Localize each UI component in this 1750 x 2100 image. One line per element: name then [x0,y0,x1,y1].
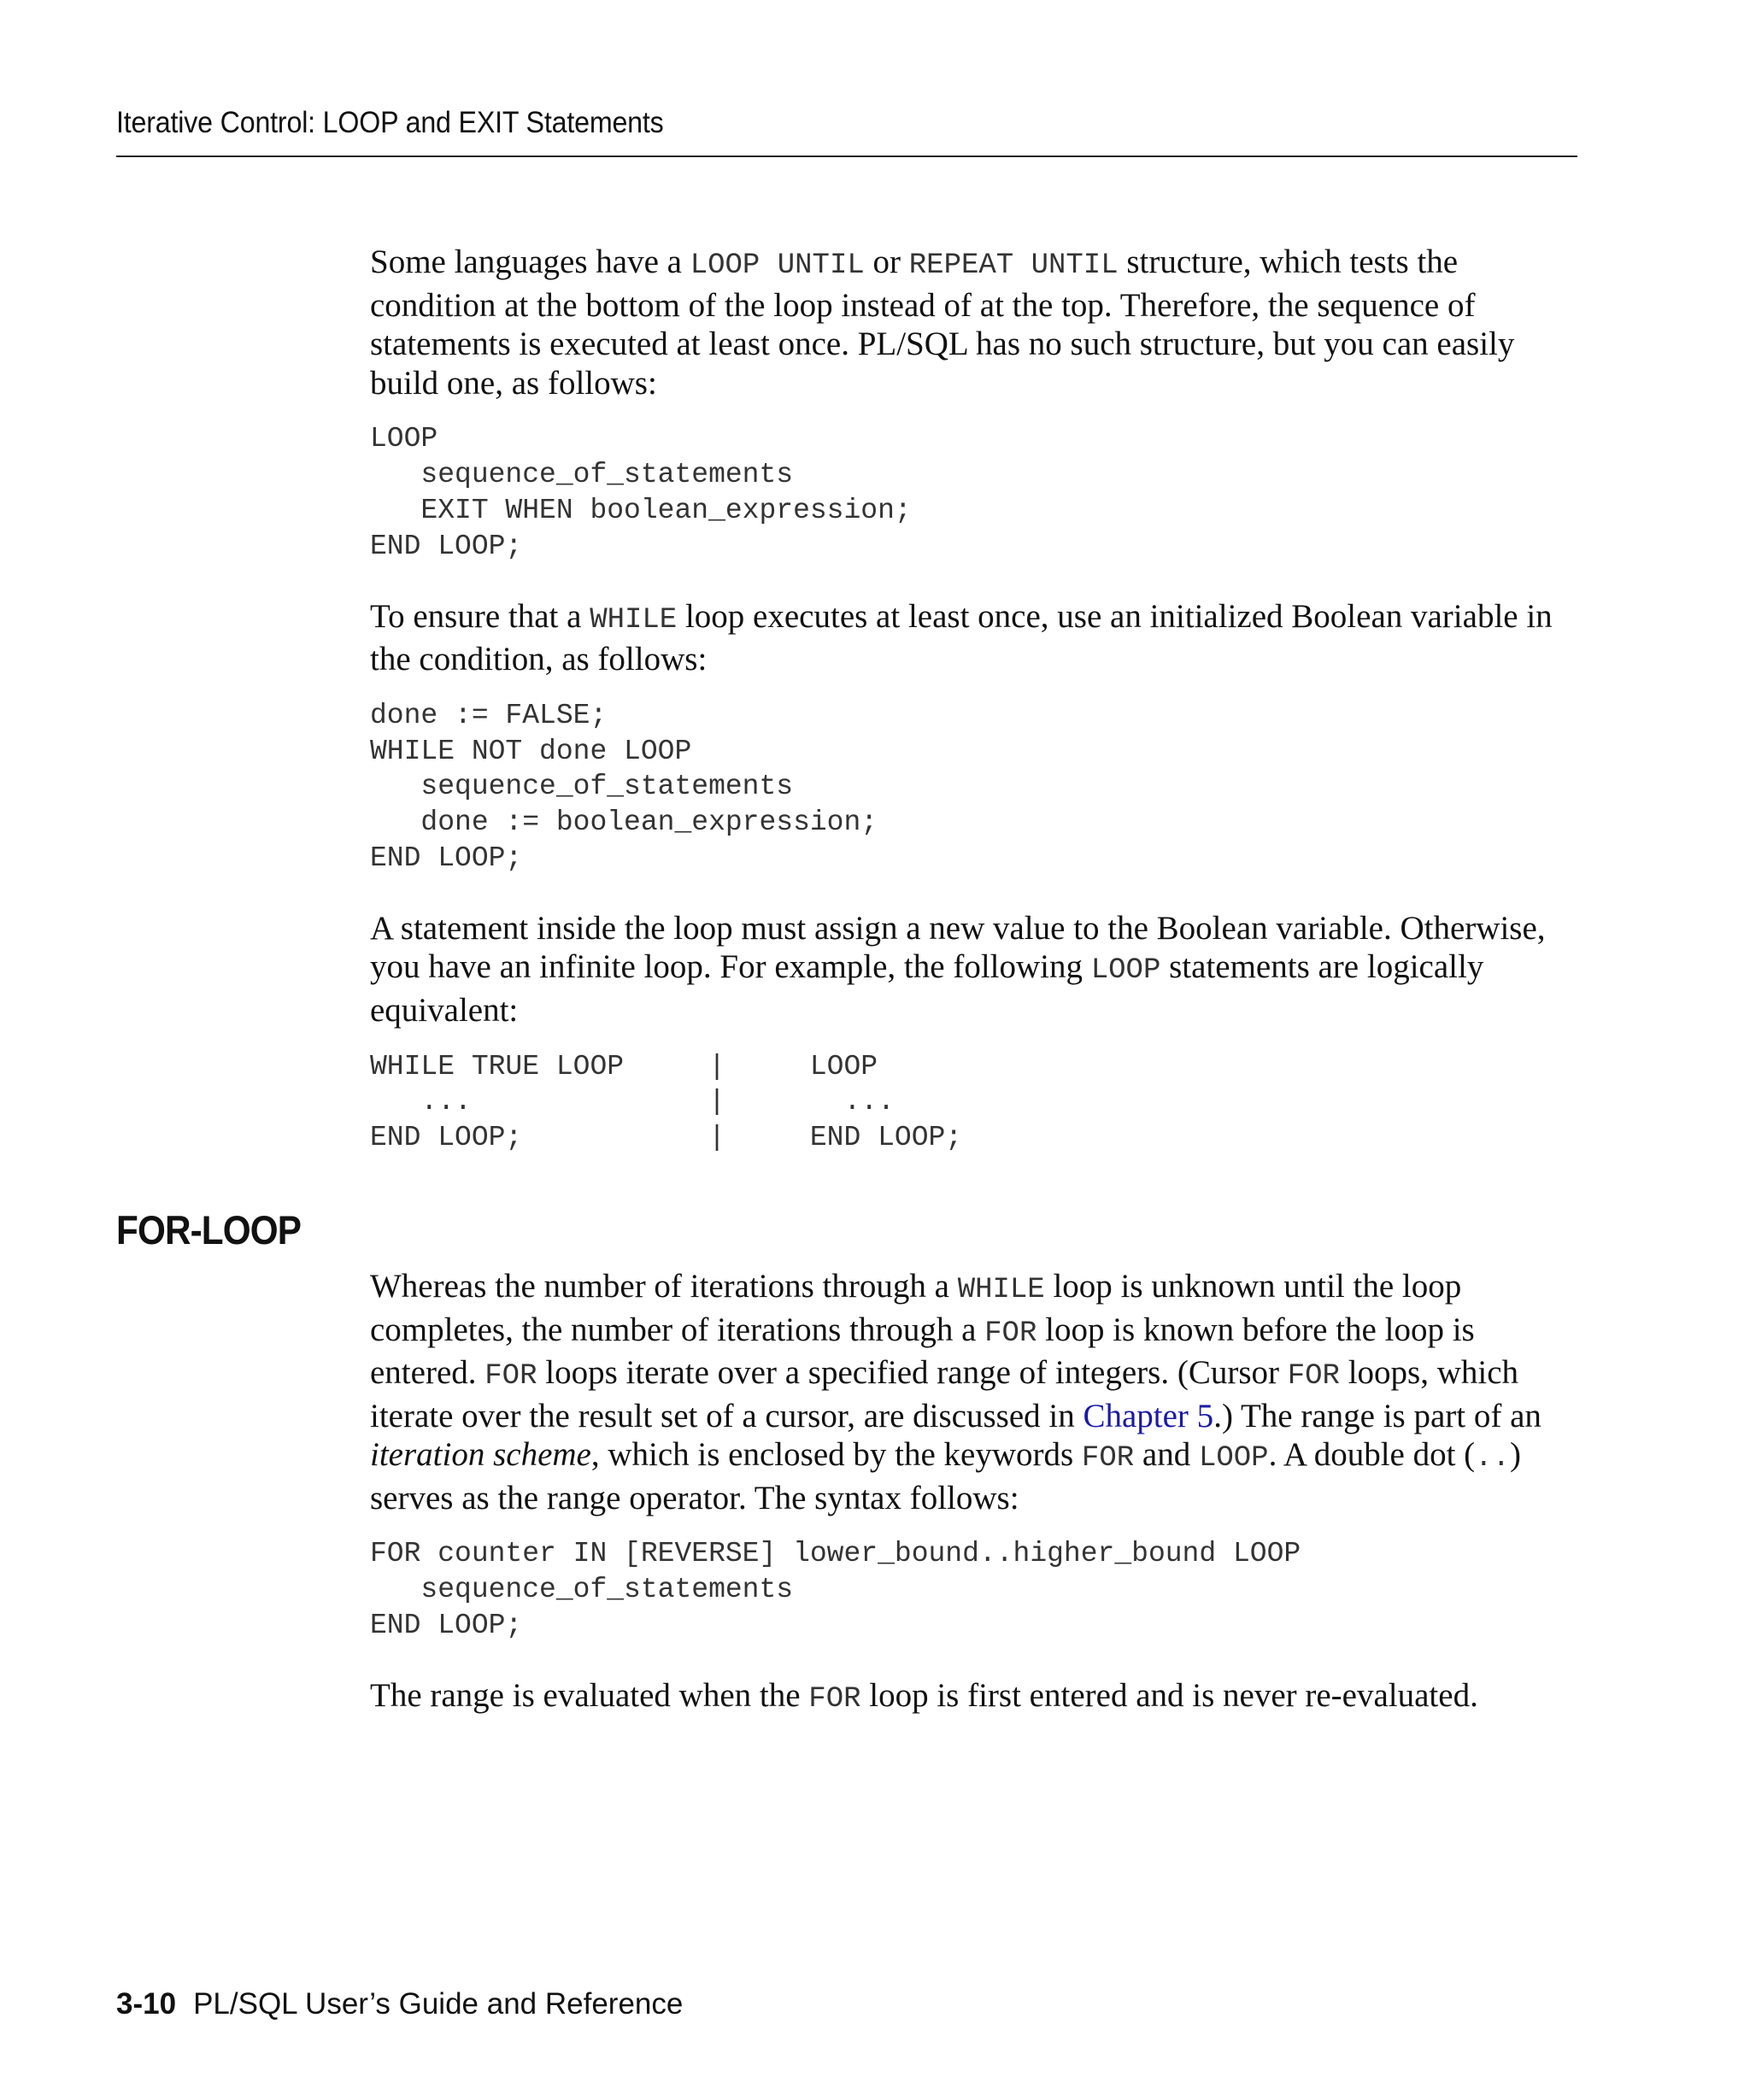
paragraph-while-once: To ensure that a WHILE loop executes at least once, use an initialized Boolean variable in the condition, as follows: [370,597,1553,678]
code-block-for-syntax: FOR counter IN [REVERSE] lower_bound..higher_bound LOOP sequence_of_statements END LOOP; [370,1538,1301,1642]
header-rule [116,155,1577,157]
paragraph-loop-until: Some languages have a LOOP UNTIL or REPEAT UNTIL structure, which tests the condition at the bottom of the loop instead of at the top. Therefore, the sequence of statements is executed at least once. PL/SQL has no such structure, but you can easily build one, as follows: [370,243,1515,402]
paragraph-range-evaluated: The range is evaluated when the FOR loop is first entered and is never re-evaluated. [370,1676,1478,1716]
code-block-loop-exit: LOOP sequence_of_statements EXIT WHEN boolean_expression; END LOOP; [370,423,912,562]
paragraph-infinite-loop: A statement inside the loop must assign a new value to the Boolean variable. Otherwise, you have an infinite loop. For example, the following LOOP statements are logically equivalent: [370,909,1546,1029]
code-block-while-done: done := FALSE; WHILE NOT done LOOP sequence_of_statements done := boolean_expression; END LOOP; [370,699,878,874]
paragraph-for-loop: Whereas the number of iterations through a WHILE loop is unknown until the loop completes, the number of iterations through a FOR loop is known before the loop is entered. FOR loops iterate over a specified range of integers. (Cursor FOR loops, which iterate over the result set of a cursor, are discussed in Chapter 5.) The range is part of an iteration scheme, which is enclosed by the keywords FOR and LOOP. A double dot (..) serves as the range operator. The syntax follows: [370,1267,1542,1516]
code-block-equivalent-loops: WHILE TRUE LOOP | LOOP ... | ... END LOOP; | END LOOP; [370,1050,963,1154]
page-footer [116,1987,683,2021]
book-title: PL/SQL User’s Guide and Reference [193,1987,684,2021]
section-heading-for-loop: FOR-LOOP [116,1207,302,1252]
main-content [370,243,1583,1719]
page-number: 3-10 [116,1987,177,2021]
chapter-5-link[interactable]: Chapter 5 [1083,1397,1214,1434]
running-header: Iterative Control: LOOP and EXIT Statements [116,106,664,139]
